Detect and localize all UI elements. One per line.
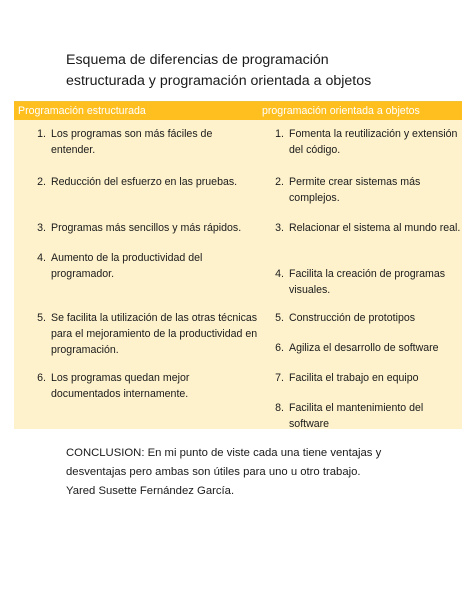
item-number: 2. xyxy=(275,176,284,188)
conclusion-line-2: desventajas pero ambas son útiles para uno u otro trabajo. xyxy=(66,466,361,478)
conclusion-paragraph xyxy=(66,444,446,501)
item-number: 1. xyxy=(275,128,284,140)
item-text: Agiliza el desarrollo de software xyxy=(289,342,439,354)
item-text: Los programas son más fáciles de entender. xyxy=(51,128,213,156)
title-line-1: Esquema de diferencias de programación xyxy=(66,52,329,68)
item-text: Construcción de prototipos xyxy=(289,312,416,324)
header-object-oriented: programación orientada a objetos xyxy=(262,105,420,117)
item-text: Programas más sencillos y más rápidos. xyxy=(51,222,242,234)
item-number: 4. xyxy=(37,252,46,264)
comparison-table xyxy=(14,101,462,429)
document-title xyxy=(66,50,446,92)
item-text: Reducción del esfuerzo en las pruebas. xyxy=(51,176,238,188)
item-number: 3. xyxy=(275,222,284,234)
item-number: 8. xyxy=(275,402,284,414)
item-number: 6. xyxy=(37,372,46,384)
conclusion-line-1: CONCLUSION: En mi punto de viste cada una tiene ventajas y xyxy=(66,447,382,459)
item-text: Fomenta la reutilización y extensión del código. xyxy=(289,128,458,156)
item-number: 4. xyxy=(275,268,284,280)
item-text: Aumento de la productividad del programador. xyxy=(51,252,203,280)
item-number: 2. xyxy=(37,176,46,188)
item-text: Relacionar el sistema al mundo real. xyxy=(289,222,461,234)
author-name: Yared Susette Fernández García. xyxy=(66,485,235,497)
table-header xyxy=(14,102,462,120)
item-number: 7. xyxy=(275,372,284,384)
item-text: Los programas quedan mejor documentados internamente. xyxy=(51,372,190,400)
item-text: Permite crear sistemas más complejos. xyxy=(289,176,421,204)
item-number: 3. xyxy=(37,222,46,234)
item-text: Facilita el mantenimiento del software xyxy=(289,402,424,430)
item-number: 5. xyxy=(275,312,284,324)
item-number: 6. xyxy=(275,342,284,354)
item-number: 5. xyxy=(37,312,46,324)
item-text: Facilita la creación de programas visuales. xyxy=(289,268,446,296)
header-structured: Programación estructurada xyxy=(18,105,146,117)
item-text: Facilita el trabajo en equipo xyxy=(289,372,419,384)
item-number: 1. xyxy=(37,128,46,140)
title-line-2: estructurada y programación orientada a objetos xyxy=(66,73,372,89)
item-text: Se facilita la utilización de las otras técnicas para el mejoramiento de la productividad en programación. xyxy=(51,312,258,356)
